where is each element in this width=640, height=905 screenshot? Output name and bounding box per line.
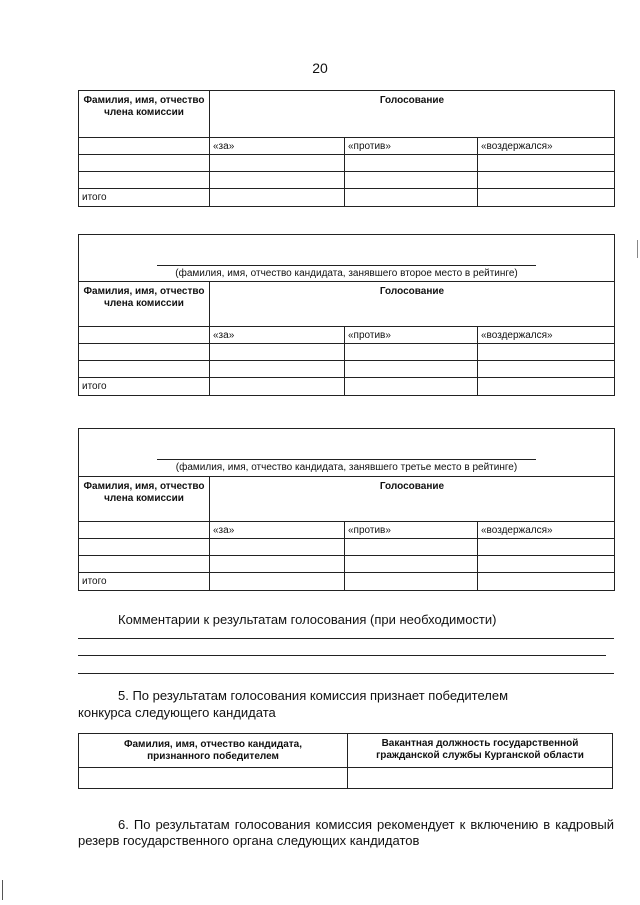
table-row — [79, 344, 615, 361]
voting-table-1 — [78, 90, 615, 207]
edge-mark — [2, 880, 3, 900]
col-against: «против» — [345, 327, 478, 344]
voting-table-2 — [78, 234, 615, 396]
comment-line-3[interactable] — [78, 673, 614, 674]
col-against: «против» — [345, 138, 478, 155]
table-row — [79, 539, 615, 556]
total-label: итого — [79, 573, 210, 591]
winner-table — [78, 733, 613, 789]
table-row — [79, 155, 615, 172]
table-row — [79, 361, 615, 378]
table-row — [79, 768, 613, 789]
col-abstain: «воздержался» — [478, 138, 615, 155]
col-against: «против» — [345, 522, 478, 539]
candidate-caption: (фамилия, имя, отчество кандидата, занявшего третье место в рейтинге) — [175, 462, 518, 473]
voting-header: Голосование — [210, 282, 615, 327]
winner-candidate-header: Фамилия, имя, отчество кандидата, признанного победителем — [79, 734, 348, 768]
comments-label: Комментарии к результатам голосования (при необходимости) — [118, 612, 497, 627]
table-row — [79, 172, 615, 189]
total-label: итого — [79, 189, 210, 207]
winner-candidate-cell[interactable] — [79, 768, 348, 789]
table-row — [79, 556, 615, 573]
col-for: «за» — [210, 138, 345, 155]
total-row — [79, 378, 615, 396]
empty-cell[interactable] — [79, 327, 210, 344]
member-header: Фамилия, имя, отчество члена комиссии — [79, 91, 210, 138]
total-row — [79, 189, 615, 207]
comment-line-2[interactable] — [78, 655, 606, 656]
candidate-name-line — [157, 459, 536, 460]
winner-position-cell[interactable] — [348, 768, 613, 789]
total-label: итого — [79, 378, 210, 396]
candidate-name-cell[interactable] — [79, 429, 615, 477]
section5-line1: 5. По результатам голосования комиссия признает победителем — [118, 688, 509, 703]
section6-text: 6. По результатам голосования комиссия рекомендует к включению в кадровый резерв государственного органа следующих кандидатов — [78, 817, 614, 848]
comment-line-1[interactable] — [78, 638, 614, 639]
total-row — [79, 573, 615, 591]
edge-mark — [637, 240, 638, 258]
col-for: «за» — [210, 327, 345, 344]
voting-header: Голосование — [210, 91, 615, 138]
section5-line2: конкурса следующего кандидата — [78, 705, 276, 720]
member-header: Фамилия, имя, отчество члена комиссии — [79, 477, 210, 522]
candidate-caption: (фамилия, имя, отчество кандидата, занявшего второе место в рейтинге) — [175, 268, 518, 279]
member-header: Фамилия, имя, отчество члена комиссии — [79, 282, 210, 327]
page-number: 20 — [312, 60, 328, 76]
voting-header: Голосование — [210, 477, 615, 522]
col-abstain: «воздержался» — [478, 327, 615, 344]
empty-cell[interactable] — [79, 522, 210, 539]
col-abstain: «воздержался» — [478, 522, 615, 539]
winner-position-header: Вакантная должность государственной гражданской службы Курганской области — [348, 734, 613, 768]
candidate-name-line — [157, 265, 536, 266]
col-for: «за» — [210, 522, 345, 539]
candidate-name-cell[interactable] — [79, 235, 615, 282]
empty-cell[interactable] — [79, 138, 210, 155]
voting-table-3 — [78, 428, 615, 591]
